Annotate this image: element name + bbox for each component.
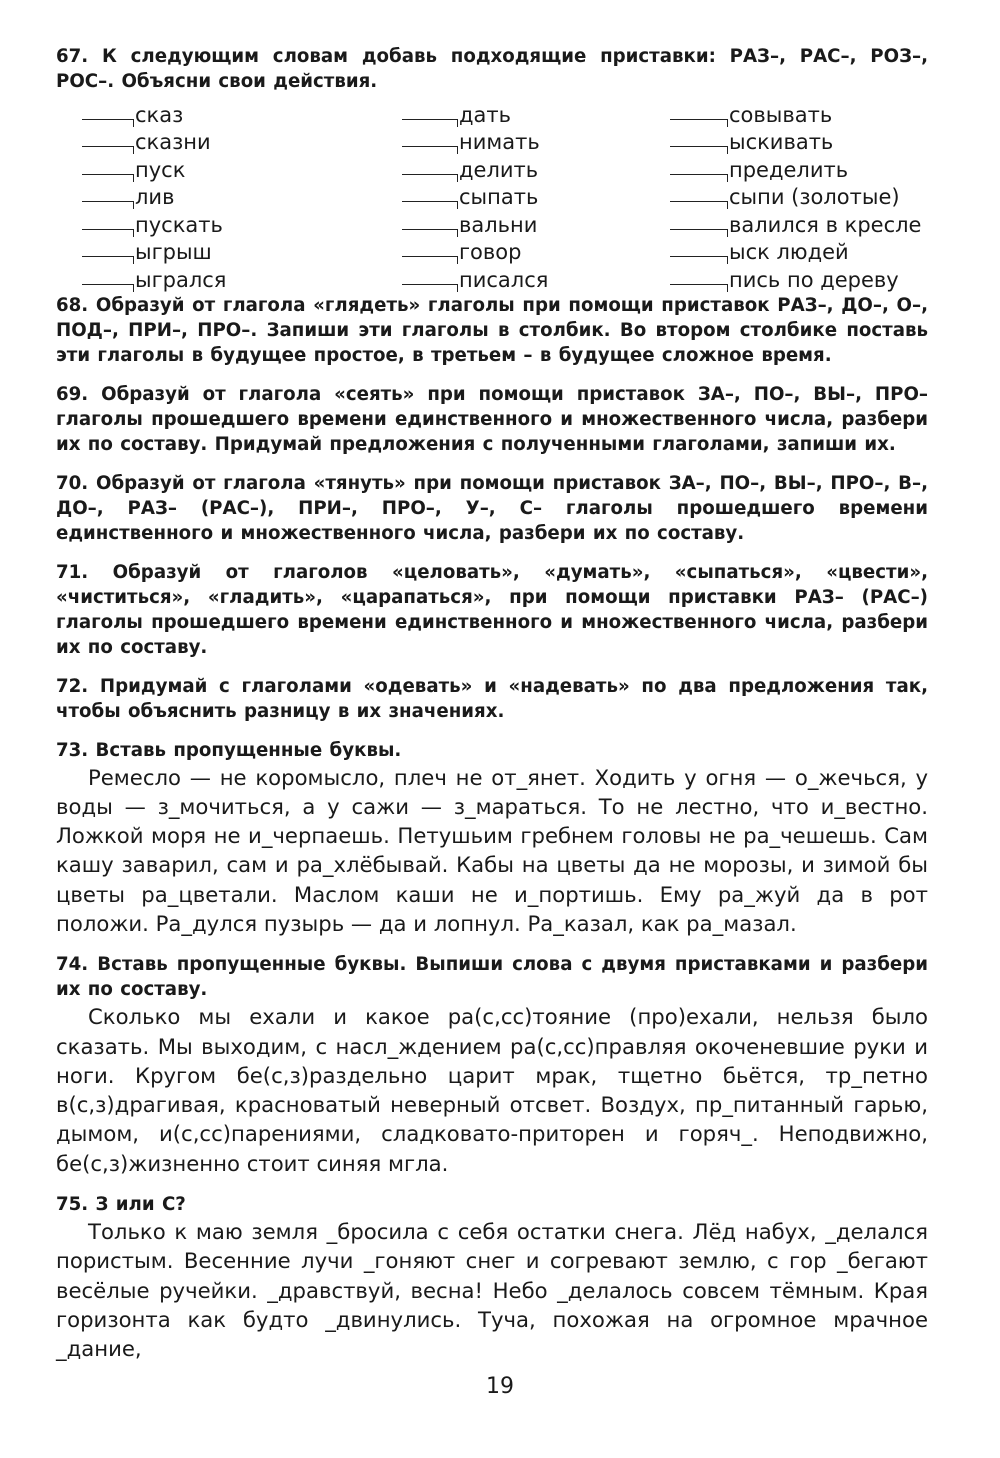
word-row xyxy=(82,153,372,181)
task-72 xyxy=(56,674,928,724)
word: сказни xyxy=(135,130,211,154)
task-67 xyxy=(56,44,928,291)
word-row xyxy=(670,263,921,291)
word: пись по дереву xyxy=(729,267,899,292)
task-73-heading: 73. Вставь пропущенные буквы. xyxy=(56,739,402,761)
word-row xyxy=(82,98,372,126)
word: лив xyxy=(135,185,175,209)
task-74 xyxy=(56,952,928,1178)
word-row xyxy=(670,181,921,209)
word: ыск людей xyxy=(729,240,849,264)
blank-line[interactable] xyxy=(670,246,728,257)
word-row xyxy=(402,98,670,126)
task-75 xyxy=(56,1192,928,1363)
task-74-heading: 74. Вставь пропущенные буквы. Выпиши слова с двумя приставками и разбери их по составу. xyxy=(56,954,928,1001)
word: сыпи (золотые) xyxy=(729,185,900,209)
word: нимать xyxy=(459,130,540,154)
task-70 xyxy=(56,471,928,546)
blank-line[interactable] xyxy=(402,191,458,202)
task-71 xyxy=(56,560,928,660)
word-row xyxy=(82,181,372,209)
word-row xyxy=(402,263,670,291)
task-73 xyxy=(56,738,928,939)
blank-line[interactable] xyxy=(82,136,134,147)
blank-line[interactable] xyxy=(670,191,728,202)
word-row xyxy=(82,236,372,264)
blank-line[interactable] xyxy=(670,274,728,285)
blank-line[interactable] xyxy=(402,164,458,175)
task-75-heading: 75. З или С? xyxy=(56,1194,186,1216)
task-74-text: Сколько мы ехали и какое ра(с,сс)тояние (про)ехали, нельзя было сказать. Мы выходим, с насл_ждением ра(с,сс)правляя окоченевшие руки и ноги. Кругом бе(с,з)раздельно царит мрак, тщетно бьётся, тр_петно в(с,з)драгивая, красноватый неверный отсвет. Воздух, пр_питанный гарью, дымом, и(с,сс)парениями, сладковато-приторен и горяч_. Неподвижно, бе(с,з)жизненно стоит синяя мгла. xyxy=(56,1004,928,1176)
word-row xyxy=(670,236,921,264)
word-row xyxy=(82,263,372,291)
blank-line[interactable] xyxy=(402,136,458,147)
word-column-2 xyxy=(372,98,670,291)
task-73-text: Ремесло — не коромысло, плеч не от_янет. Ходить у огня — о_жечься, у воды — з_мочиться, а у сажи — з_мараться. То не лестно, что и_вестно. Ложкой моря не и_черпаешь. Петушьим гребнем головы не ра_чешешь. Сам кашу заварил, сам и ра_хлёбывай. Кабы на цветы да не морозы, и зимой бы цветы ра_цветали. Маслом каши не и_портишь. Ему ра_жуй да в рот положи. Ра_дулся пузырь — да и лопнул. Ра_казал, как ра_мазал. xyxy=(56,764,928,936)
word-row xyxy=(402,153,670,181)
word-column-3 xyxy=(670,98,921,291)
word: пускать xyxy=(135,212,223,237)
task-69-text: 69. Образуй от глагола «сеять» при помощи приставок ЗА–, ПО–, ВЫ–, ПРО– глаголы прошедшего времени единственного и множественного числа, разбери их по составу. Придумай предложения с полученными глаголами, запиши их. xyxy=(56,383,928,455)
word-row xyxy=(82,208,372,236)
blank-line[interactable] xyxy=(82,191,134,202)
word: валился в кресле xyxy=(729,212,922,237)
word-row xyxy=(670,98,921,126)
task-69 xyxy=(56,382,928,457)
task-70-text: 70. Образуй от глагола «тянуть» при помощи приставок ЗА–, ПО–, ВЫ–, ПРО–, В–, ДО–, РАЗ– (РАС–), ПРИ–, ПРО–, У–, С– глаголы прошедшего времени единственного и множественного числа, разбери их по составу. xyxy=(56,472,928,544)
blank-line[interactable] xyxy=(82,164,134,175)
blank-line[interactable] xyxy=(82,274,134,285)
word-row xyxy=(402,126,670,154)
task-68-text: 68. Образуй от глагола «глядеть» глаголы при помощи приставок РАЗ–, ДО–, О–, ПОД–, ПРИ–, ПРО–. Запиши эти глаголы в столбик. Во втором столбике поставь эти глаголы в будущее простое, в третьем – в будущее сложное время. xyxy=(56,294,928,366)
word-row xyxy=(402,236,670,264)
blank-line[interactable] xyxy=(670,109,728,120)
word-row xyxy=(402,181,670,209)
blank-line[interactable] xyxy=(402,274,458,285)
blank-line[interactable] xyxy=(402,246,458,257)
word-row xyxy=(670,208,921,236)
blank-line[interactable] xyxy=(670,164,728,175)
blank-line[interactable] xyxy=(670,136,728,147)
blank-line[interactable] xyxy=(402,109,458,120)
word: ыскивать xyxy=(729,130,834,154)
word: сыпать xyxy=(459,185,539,209)
word: говор xyxy=(459,240,522,264)
task-67-heading: 67. К следующим словам добавь подходящие приставки: РАЗ–, РАС–, РОЗ–, РОС–. Объясни свои действия. xyxy=(56,46,928,92)
word-column-1 xyxy=(56,98,372,291)
word-row xyxy=(82,126,372,154)
blank-line[interactable] xyxy=(670,219,728,230)
blank-line[interactable] xyxy=(82,109,134,120)
word: ыгрался xyxy=(135,267,227,292)
word-row xyxy=(670,153,921,181)
word: сказ xyxy=(135,102,184,127)
word-row xyxy=(670,126,921,154)
word-columns xyxy=(56,98,928,291)
blank-line[interactable] xyxy=(402,219,458,230)
word: ыгрыш xyxy=(135,240,212,264)
word: делить xyxy=(459,157,539,182)
page-number: 19 xyxy=(486,1374,514,1399)
task-71-text: 71. Образуй от глаголов «целовать», «думать», «сыпаться», «цвести», «чиститься», «гладить», «царапаться», при помощи приставки РАЗ– (РАС–) глаголы прошедшего времени единственного и множественного числа, разбери их по составу. xyxy=(56,561,928,658)
word: дать xyxy=(459,102,511,127)
task-68 xyxy=(56,293,928,368)
word: вальни xyxy=(459,212,538,237)
blank-line[interactable] xyxy=(82,246,134,257)
task-75-text: Только к маю земля _бросила с себя остатки снега. Лёд набух, _делался пористым. Весенние лучи _гоняют снег и согревают землю, с гор _бегают весёлые ручейки. _дравствуй, весна! Небо _делалось совсем тёмным. Края горизонта как будто _двинулись. Туча, похожая на огромное мрачное _дание, xyxy=(56,1219,928,1362)
word: пуск xyxy=(135,157,186,182)
word: пределить xyxy=(729,157,849,182)
blank-line[interactable] xyxy=(82,219,134,230)
word-row xyxy=(402,208,670,236)
word: совывать xyxy=(729,102,833,127)
page-content xyxy=(56,44,928,1378)
task-72-text: 72. Придумай с глаголами «одевать» и «надевать» по два предложения так, чтобы объяснить разницу в их значениях. xyxy=(56,675,928,722)
word: писался xyxy=(459,267,549,292)
